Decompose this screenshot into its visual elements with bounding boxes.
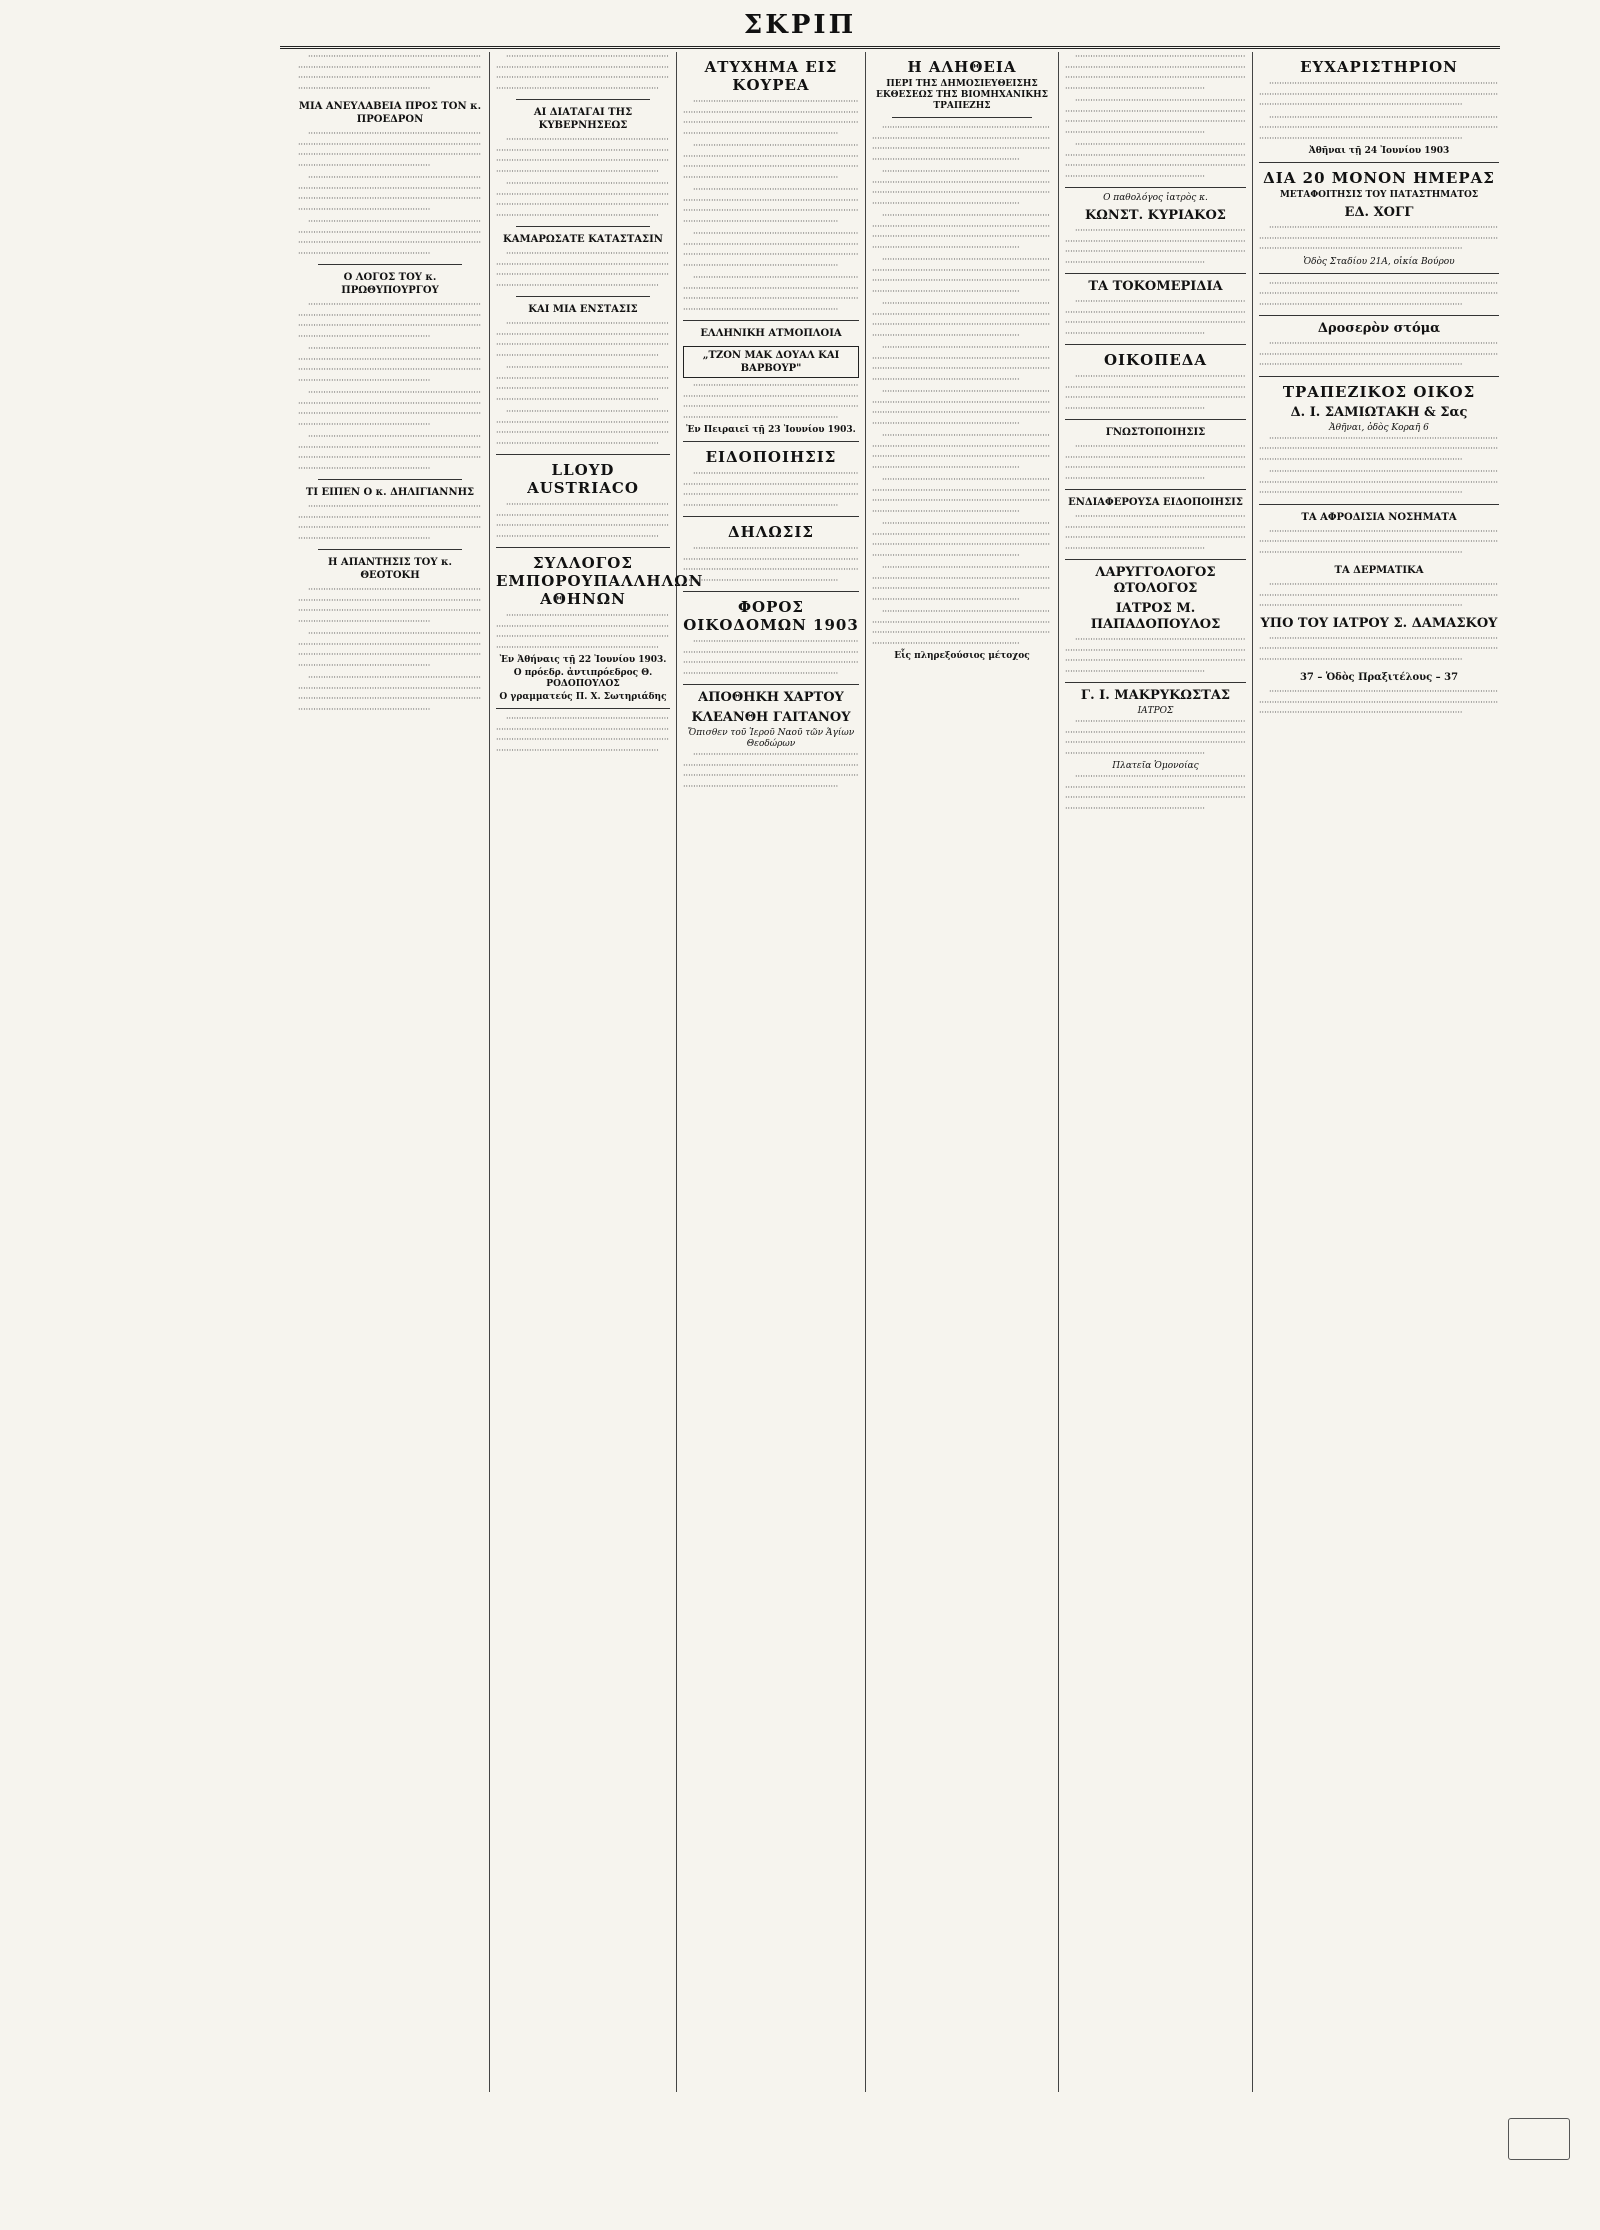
body-text: ········································································································································································································································································	[1259, 526, 1499, 557]
ad-bank-address: Ἀθῆναι, ὁδὸς Κοραῆ 6	[1329, 422, 1429, 433]
column-2	[496, 52, 704, 2102]
divider	[1259, 376, 1499, 377]
ad-damaskou: ΥΠΟ ΤΟΥ ΙΑΤΡΟΥ Σ. ΔΑΜΑΣΚΟΥ	[1260, 615, 1498, 631]
body-text: ········································································································································································································································································	[1065, 96, 1246, 137]
divider	[1065, 419, 1246, 420]
body-text: ········································································································································································································································································	[1259, 339, 1499, 369]
body-text: ········································································································································································································································································	[298, 432, 482, 473]
column-5	[1065, 52, 1246, 2102]
column-divider	[1252, 52, 1253, 2092]
body-text: ········································································································································································································································································	[1259, 112, 1499, 143]
divider	[1065, 489, 1246, 490]
ad-hogg: ΕΔ. ΧΟΓΓ	[1344, 205, 1414, 220]
divider	[1259, 162, 1499, 163]
headline-truth: Η ΑΛΗΘΕΙΑ	[907, 58, 1017, 76]
ad-plots: ΟΙΚΟΠΕΔΑ	[1103, 351, 1208, 369]
body-text: ········································································································································································································································································	[1065, 297, 1246, 338]
column-divider	[676, 52, 677, 2092]
body-text: ········································································································································································································································································	[872, 211, 1051, 252]
body-text: ········································································································································································································································································	[298, 300, 482, 341]
ad-coupons: ΤΑ ΤΟΚΟΜΕΡΙΔΙΑ	[1088, 279, 1223, 294]
body-text: ········································································································································································································································································	[683, 544, 859, 585]
body-text: ········································································································································································································································································	[872, 123, 1051, 164]
body-text: ········································································································································································································································································	[298, 673, 482, 714]
divider	[1065, 559, 1246, 560]
body-text: ········································································································································································································································································	[872, 431, 1051, 472]
divider	[683, 441, 859, 442]
body-text: ········································································································································································································································································	[1065, 140, 1246, 181]
body-text: ········································································································································································································································································	[298, 629, 482, 670]
body-text: ········································································································································································································································································	[683, 97, 859, 138]
column-divider	[489, 52, 490, 2092]
column-6	[1259, 52, 1499, 2102]
divider	[496, 708, 670, 709]
headline-theotokis: Η ΑΠΑΝΤΗΣΙΣ ΤΟΥ κ. ΘΕΟΤΟΚΗ	[328, 557, 452, 581]
body-text: ········································································································································································································································································	[1259, 580, 1499, 610]
body-text: ········································································································································································································································································	[683, 273, 859, 314]
body-text: ········································································································································································································································································	[872, 607, 1051, 648]
divider	[516, 226, 650, 227]
body-text: ········································································································································································································································································	[496, 179, 669, 220]
body-text: ········································································································································································································································································	[298, 585, 482, 626]
headline-barber-accident: ΑΤΥΧΗΜΑ ΕΙΣ ΚΟΥΡΕΑ	[704, 58, 838, 94]
body-text: ········································································································································································································································································	[683, 750, 859, 791]
ad-twenty-days: ΔΙΑ 20 ΜΟΝΟΝ ΗΜΕΡΑΣ	[1263, 169, 1495, 187]
body-text: ········································································································································································································································································	[298, 502, 482, 543]
body-text: ········································································································································································································································································	[1259, 223, 1499, 253]
body-text: ········································································································································································································································································	[1065, 52, 1246, 93]
body-text: ········································································································································································································································································	[496, 135, 669, 176]
body-text: ········································································································································································································································································	[1065, 512, 1246, 553]
divider	[683, 684, 859, 685]
stamp-mark	[1508, 2118, 1570, 2160]
body-text: ········································································································································································································································································	[298, 173, 482, 214]
body-text: ········································································································································································································································································	[683, 141, 859, 182]
body-text: ········································································································································································································································································	[683, 229, 859, 270]
divider	[1065, 273, 1246, 274]
body-text: ········································································································································································································································································	[496, 52, 669, 93]
ad-damaskou-street: 37 – Ὁδὸς Πραξιτέλους – 37	[1299, 672, 1459, 683]
divider	[683, 591, 859, 592]
column-divider	[1058, 52, 1059, 2092]
body-text: ········································································································································································································································································	[496, 714, 669, 755]
body-text: ········································································································································································································································································	[298, 52, 482, 93]
syllogos-secretary: Ο γραμματεύς Π. Χ. Σωτηριάδης	[499, 692, 667, 702]
headline-truth-sub: ΠΕΡΙ ΤΗΣ ΔΗΜΟΣΙΕΥΘΕΙΣΗΣ ΕΚΘΕΣΕΩΣ ΤΗΣ ΒΙΟΜΗΧΑΝΙΚΗΣ ΤΡΑΠΕΖΗΣ	[875, 79, 1049, 111]
body-text: ········································································································································································································································································	[1065, 442, 1246, 483]
divider	[516, 296, 650, 297]
ad-fresh-mouth: Δροσερὸν στόμα	[1317, 321, 1441, 336]
headline-objection: ΚΑΙ ΜΙΑ ΕΝΣΤΑΣΙΣ	[528, 304, 638, 315]
body-text: ········································································································································································································································································	[496, 407, 669, 448]
column-4	[872, 52, 1052, 2102]
ad-shipping: ΕΛΛΗΝΙΚΗ ΑΤΜΟΠΛΟΙΑ	[700, 328, 842, 339]
ad-makrykostas-role: ΙΑΤΡΟΣ	[1137, 706, 1174, 716]
ad-paper-warehouse-location: Ὄπισθεν τοῦ Ἱεροῦ Ναοῦ τῶν Ἁγίων Θεοδώρων	[687, 728, 855, 749]
ad-venereal-diseases: ΤΑ ΑΦΡΟΔΙΣΙΑ ΝΟΣΗΜΑΤΑ	[1301, 511, 1457, 523]
divider	[318, 549, 462, 550]
ad-interesting-notice: ΕΝΔΙΑΦΕΡΟΥΣΑ ΕΙΔΟΠΟΙΗΣΙΣ	[1068, 497, 1243, 508]
body-text: ········································································································································································································································································	[872, 563, 1051, 604]
column-1	[298, 52, 482, 2102]
headline-pm-speech: Ο ΛΟΓΟΣ ΤΟΥ κ. ΠΡΩΘΥΠΟΥΡΓΟΥ	[341, 272, 439, 296]
headline-thanks: ΕΥΧΑΡΙΣΤΗΡΙΟΝ	[1300, 58, 1458, 76]
divider	[683, 516, 859, 517]
body-text: ········································································································································································································································································	[683, 469, 859, 510]
body-text: ········································································································································································································································································	[872, 167, 1051, 208]
divider	[496, 454, 670, 455]
divider	[1259, 504, 1499, 505]
column-divider	[865, 52, 866, 2092]
body-text: ········································································································································································································································································	[298, 344, 482, 385]
ad-makrykostas-street: Πλατεῖα Ὁμονοίας	[1112, 761, 1199, 771]
syllogos-date: Ἐν Ἀθήναις τῇ 22 Ἰουνίου 1903.	[499, 655, 667, 665]
headline-situation: ΚΑΜΑΡΩΣΑΤΕ ΚΑΤΑΣΤΑΣΙΝ	[503, 234, 663, 245]
body-text: ········································································································································································································································································	[1259, 278, 1499, 309]
divider	[516, 99, 650, 100]
headline-government-orders: ΑΙ ΔΙΑΤΑΓΑΙ ΤΗΣ ΚΥΒΕΡΝΗΣΕΩΣ	[533, 107, 633, 131]
ad-twenty-days-sub: ΜΕΤΑΦΟΙΤΗΣΙΣ ΤΟΥ ΠΑΤΑΣΤΗΜΑΤΟΣ	[1279, 190, 1479, 200]
divider	[892, 117, 1032, 118]
body-text: ········································································································································································································································································	[496, 500, 669, 541]
body-text: ········································································································································································································································································	[1065, 772, 1246, 813]
thanks-date: Ἀθῆναι τῇ 24 Ἰουνίου 1903	[1308, 146, 1450, 156]
body-text: ········································································································································································································································································	[1259, 687, 1499, 717]
body-text: ········································································································································································································································································	[872, 299, 1051, 340]
body-text: ········································································································································································································································································	[683, 381, 859, 422]
divider	[1065, 682, 1246, 683]
body-text: ········································································································································································································································································	[298, 388, 482, 429]
divider	[683, 320, 859, 321]
shipping-date: Ἐν Πειραιεῖ τῇ 23 Ἰουνίου 1903.	[686, 425, 856, 435]
body-text: ········································································································································································································································································	[496, 611, 669, 652]
headline-declaration: ΔΗΛΩΣΙΣ	[727, 523, 815, 541]
ad-syllogos: ΣΥΛΛΟΓΟΣ ΕΜΠΟΡΟΥΠΑΛΛΗΛΩΝ ΑΘΗΝΩΝ	[496, 554, 704, 608]
body-text: ········································································································································································································································································	[872, 255, 1051, 296]
ad-doctor-name: ΚΩΝΣΤ. ΚΥΡΙΑΚΟΣ	[1084, 208, 1226, 223]
headline-presidency: ΜΙΑ ΑΝΕΥΛΑΒΕΙΑ ΠΡΟΣ ΤΟΝ κ. ΠΡΟΕΔΡΟΝ	[298, 101, 482, 125]
body-text: ········································································································································································································································································	[298, 129, 482, 170]
ad-paper-warehouse-name: ΚΛΕΑΝΘΗ ΓΑΙΤΑΝΟΥ	[691, 710, 851, 725]
ad-makrykostas-name: Γ. Ι. ΜΑΚΡΥΚΩΣΤΑΣ	[1080, 688, 1231, 703]
ad-laryngologist: ΛΑΡΥΓΓΟΛΟΓΟΣ ΩΤΟΛΟΓΟΣ	[1095, 565, 1216, 596]
ad-doctor-title: Ο παθολόγος ἰατρὸς κ.	[1103, 193, 1208, 203]
body-text: ········································································································································································································································································	[683, 185, 859, 226]
body-text: ········································································································································································································································································	[872, 519, 1051, 560]
headline-building-tax: ΦΟΡΟΣ ΟΙΚΟΔΟΜΩΝ 1903	[683, 598, 859, 634]
body-text: ········································································································································································································································································	[872, 475, 1051, 516]
body-text: ········································································································································································································································································	[1065, 717, 1246, 758]
body-text: ········································································································································································································································································	[298, 217, 482, 258]
divider	[318, 479, 462, 480]
body-text: ········································································································································································································································································	[1259, 79, 1499, 109]
body-text: ········································································································································································································································································	[1065, 226, 1246, 267]
body-text: ········································································································································································································································································	[496, 319, 669, 360]
masthead: ΣΚΡΙΠ	[743, 10, 857, 40]
ad-bank-name: Δ. Ι. ΣΑΜΙΩΤΑΚΗ & Σας	[1290, 404, 1468, 420]
divider	[1259, 273, 1499, 274]
ad-dermatology: ΤΑ ΔΕΡΜΑΤΙΚΑ	[1334, 565, 1424, 576]
top-rule	[280, 46, 1500, 49]
ad-lloyd-austriaco: LLOYD AUSTRIACO	[527, 461, 639, 497]
ad-laryngologist-name: ΙΑΤΡΟΣ Μ. ΠΑΠΑΔΟΠΟΥΛΟΣ	[1090, 601, 1221, 632]
ad-hogg-address: Ὁδὸς Σταδίου 21Α, οἰκία Βούρου	[1303, 256, 1455, 267]
body-text: ········································································································································································································································································	[683, 637, 859, 678]
syllogos-president: Ο πρόεδρ. ἀντιπρόεδρος Θ. ΡΟΔΟΠΟΥΛΟΣ	[513, 668, 653, 689]
divider	[1259, 315, 1499, 316]
body-text: ········································································································································································································································································	[872, 343, 1051, 384]
divider	[496, 547, 670, 548]
headline-notice: ΕΙΔΟΠΟΙΗΣΙΣ	[705, 448, 837, 466]
body-text: ········································································································································································································································································	[1259, 467, 1499, 497]
body-text: ········································································································································································································································································	[1065, 372, 1246, 413]
body-text: ········································································································································································································································································	[1065, 635, 1246, 676]
body-text: ········································································································································································································································································	[1259, 633, 1499, 664]
divider	[318, 264, 462, 265]
divider	[1065, 344, 1246, 345]
ad-announcement: ΓΝΩΣΤΟΠΟΙΗΣΙΣ	[1105, 427, 1206, 438]
body-text: ········································································································································································································································································	[496, 363, 669, 404]
body-text: ········································································································································································································································································	[872, 387, 1051, 428]
body-text: ········································································································································································································································································	[1259, 433, 1499, 464]
ad-shipping-name: „ΤΖΟΝ ΜΑΚ ΔΟΥΑΛ ΚΑΙ ΒΑΡΒΟΥΡ"	[683, 346, 859, 378]
headline-deligiannis: ΤΙ ΕΙΠΕΝ Ο κ. ΔΗΛΙΓΙΑΝΝΗΣ	[305, 487, 475, 498]
ad-paper-warehouse: ΑΠΟΘΗΚΗ ΧΑΡΤΟΥ	[698, 690, 844, 705]
column-3	[683, 52, 859, 2102]
sign-off: Εἷς πληρεξούσιος μέτοχος	[894, 651, 1030, 661]
divider	[1065, 187, 1246, 188]
body-text: ········································································································································································································································································	[496, 249, 669, 290]
ad-bank-house: ΤΡΑΠΕΖΙΚΟΣ ΟΙΚΟΣ	[1282, 382, 1476, 401]
